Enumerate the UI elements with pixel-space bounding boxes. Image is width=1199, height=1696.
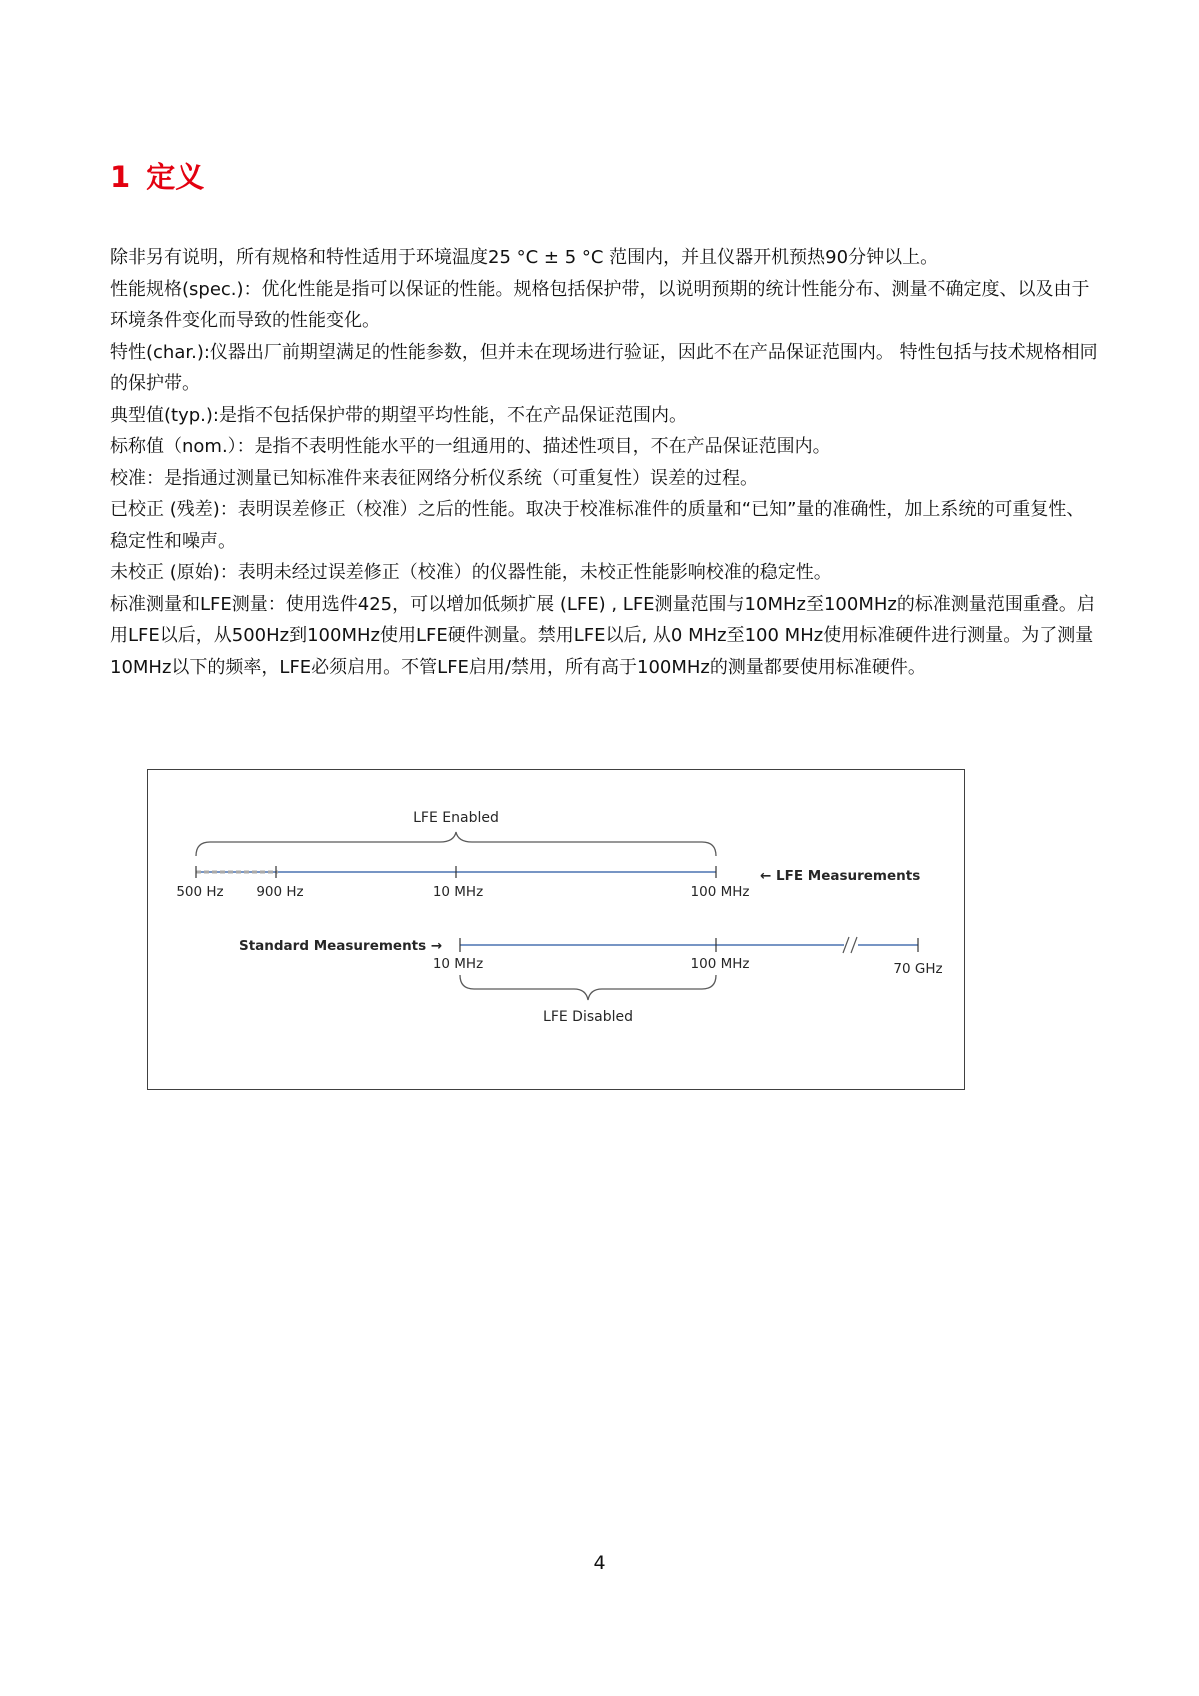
tick-label-900hz: 900 Hz <box>256 884 304 900</box>
tick-label-10mhz-lfe: 10 MHz <box>432 884 484 900</box>
paragraph-uncorrected: 未校正 (原始)：表明未经过误差修正（校准）的仪器性能，未校正性能影响校准的稳定性。 <box>110 562 832 583</box>
tick-label-70ghz: 70 GHz <box>893 961 943 977</box>
section-number: 1 <box>110 160 131 194</box>
lfe-disabled-brace <box>460 975 716 1000</box>
tick-label-500hz: 500 Hz <box>176 884 224 900</box>
tick-label-10mhz-std: 10 MHz <box>432 956 484 972</box>
paragraph-calibration: 校准：是指通过测量已知标准件来表征网络分析仪系统（可重复性）误差的过程。 <box>110 467 758 489</box>
tick-label-100mhz-lfe: 100 MHz <box>690 884 750 900</box>
lfe-disabled-label: LFE Disabled <box>543 1009 633 1025</box>
lfe-enabled-brace <box>196 832 716 856</box>
paragraph-lfe: 标准测量和LFE测量：使用选件425，可以增加低频扩展 (LFE) , LFE测量范围与10MHz至100MHz的标准测量范围重叠。启用LFE以后，从500Hz到100MHz使用LFE硬件测量。禁用LFE以后, 从0 MHz至100 MHz使用标准硬件进行测量。为了测量10MHz以下的频率，LFE必须启用。不管LFE启用/禁用，所有高于100MHz的测量都要使用标准硬件。 <box>110 593 1095 678</box>
lfe-range-diagram <box>147 769 965 1090</box>
standard-measurements-label: Standard Measurements → <box>239 938 443 954</box>
definitions-text <box>110 242 1100 683</box>
section-title: 定义 <box>146 160 205 194</box>
lfe-measurements-label: ← LFE Measurements <box>760 868 921 884</box>
paragraph-spec: 性能规格(spec.)：优化性能是指可以保证的性能。规格包括保护带，以说明预期的统计性能分布、测量不确定度、以及由于环境条件变化而导致的性能变化。 <box>110 278 1090 331</box>
paragraph-conditions: 除非另有说明，所有规格和特性适用于环境温度25 °C ± 5 °C 范围内，并且仪器开机预热90分钟以上。 <box>110 247 939 268</box>
paragraph-corrected: 已校正 (残差)：表明误差修正（校准）之后的性能。取决于校准标准件的质量和“已知”量的准确性，加上系统的可重复性、稳定性和噪声。 <box>110 499 1085 552</box>
paragraph-typ: 典型值(typ.):是指不包括保护带的期望平均性能，不在产品保证范围内。 <box>110 404 687 426</box>
lfe-range-svg <box>148 770 964 1089</box>
tick-label-100mhz-std: 100 MHz <box>690 956 750 972</box>
paragraph-char: 特性(char.):仪器出厂前期望满足的性能参数，但并未在现场进行验证，因此不在产品保证范围内。 特性包括与技术规格相同的保护带。 <box>110 341 1098 394</box>
lfe-enabled-label: LFE Enabled <box>413 810 499 826</box>
paragraph-nom: 标称值（nom.）：是指不表明性能水平的一组通用的、描述性项目，不在产品保证范围内。 <box>110 436 831 457</box>
page-number: 4 <box>593 1552 606 1574</box>
section-heading <box>110 155 204 196</box>
